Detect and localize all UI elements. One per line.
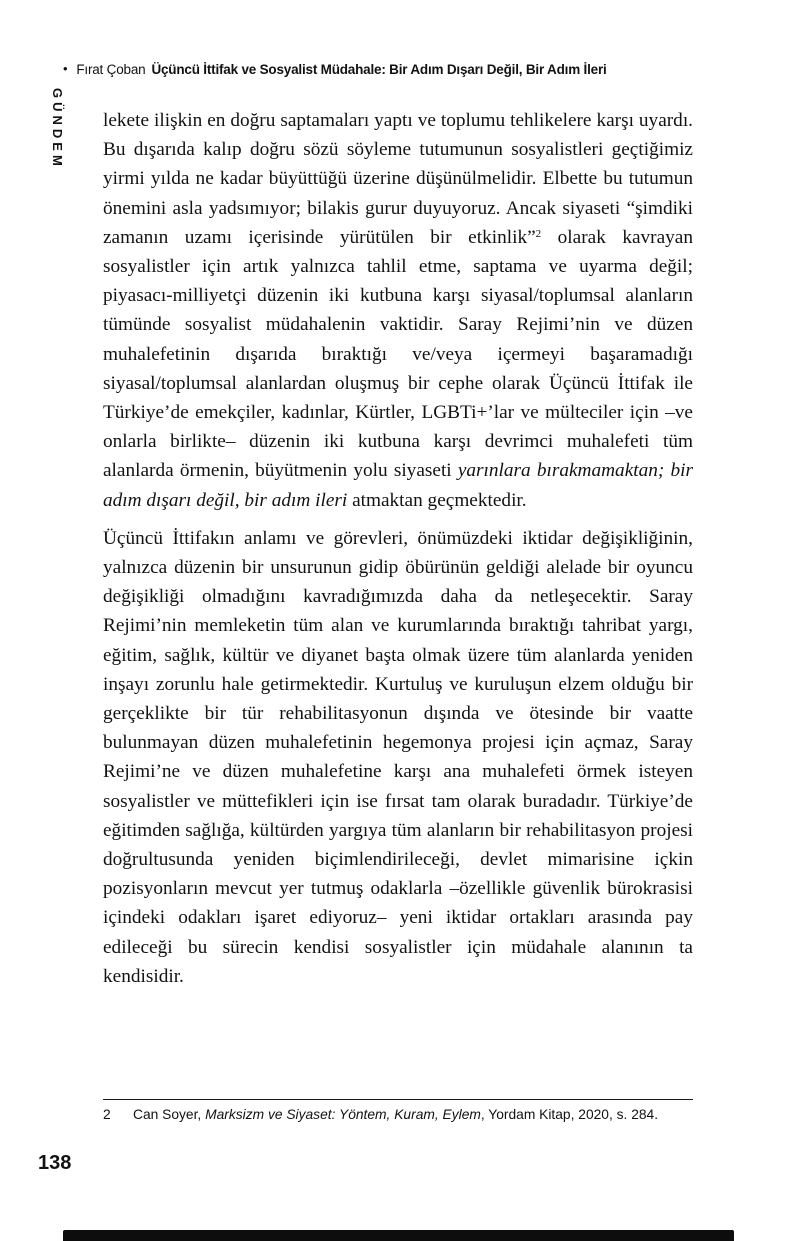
running-header [63,62,743,78]
paragraph-1-emphasis: yarınlara bırakmamaktan; bir adım dışarı değil, bir adım ileri [103,460,693,511]
article-title: Üçüncü İttifak ve Sosyalist Müdahale: Bir Adım Dışarı Değil, Bir Adım İleri [151,62,607,77]
article-body [103,106,693,1000]
paragraph-1-text-a: lekete ilişkin en doğru saptamaları yaptı ve toplumu tehlikelere karşı uyardı. Bu dışarıda kalıp doğru sözü söyleme tutumunun sosyalistleri geçtiğimiz yirmi yılda ne kadar büyüttüğü üzerine düşünülmelidir. Elbette bu tutumun önemini asla yadsımıyor; bilakis gurur duyuyoruz. Ancak siyaseti “şimdiki zamanın uzamı içerisinde yürütülen bir etkinlik” [103,110,693,248]
paragraph-1-text-b: olarak kavrayan sosyalistler için artık yalnızca tahlil etme, saptama ve uyarma değil; piyasacı-milliyetçi düzenin iki kutbuna karşı siyasal/toplumsal alanların tümünde sosyalist müdahalenin vaktidir. Saray Rejimi’nin ve düzen muhalefetinin dışarıda bıraktığı ve/veya içermeyi başaramadığı siyasal/toplumsal alanlardan oluşmuş bir cephe olarak Üçüncü İttifak ile Türkiye’de emekçiler, kadınlar, Kürtler, LGBTi+’lar ve mülteciler için –ve onlarla birlikte– düzenin iki kutbuna karşı devrimci muhalefeti tüm alanlarda örmenin, büyütmenin yolu siyaseti [103,226,693,482]
footnote-divider [103,1099,693,1100]
next-page-edge [63,1230,734,1241]
footnote-number: 2 [103,1107,111,1122]
paragraph-2: Üçüncü İttifakın anlamı ve görevleri, önümüzdeki iktidar değişikliğinin, yalnızca düzenin bir unsurunun gidip öbürünün geldiği alelade bir oyuncu değişikliği olmadığını kavradığımızda daha da netleşecektir. Saray Rejimi’nin memleketin tüm alan ve kurumlarında bıraktığı tahribat yargı, eğitim, sağlık, kültür ve diyanet başta olmak üzere tüm alanlarda yeniden inşayı zorunlu hale getirmektedir. Kurtuluş ve kuruluşun elzem olduğu bir gerçeklikte bir tür rehabilitasyonun dışında ve ötesinde bir vaatte bulunmayan düzen muhalefetinin hegemonya projesi için açmaz, Saray Rejimi’ne ve düzen muhalefetine karşı ana muhalefeti örmek isteyen sosyalistler ve müttefikleri için ise fırsat tam olarak buradadır. Türkiye’de eğitimden sağlığa, kültürden yargıya tüm alanların bir rehabilitasyon projesi doğrultusunda yeniden biçimlendirileceği, devlet mimarisine içkin pozisyonların mevcut yer tutmuş odaklarla –özellikle güvenlik bürokrasisi içindeki odakları işaret ediyoruz– yeni iktidar ortakları arasında pay edileceği bu sürecin kendisi sosyalistler için müdahale alanının ta kendisidir. [103,527,693,987]
bullet-icon: • [63,61,68,76]
paragraph-1 [103,106,693,515]
paragraph-1-text-c: atmaktan geçmektedir. [347,489,527,511]
page-number: 138 [38,1152,72,1174]
footnote [103,1106,695,1124]
author-name: Fırat Çoban [76,62,146,77]
section-label-gundem: GÜNDEM [50,88,65,170]
footnote-text-a: Can Soyer, [133,1107,206,1122]
footnote-marker: 2 [535,227,542,240]
footnote-book-title: Marksizm ve Siyaset: Yöntem, Kuram, Eylem [205,1107,481,1122]
footnote-text-b: , Yordam Kitap, 2020, s. 284. [480,1107,659,1122]
